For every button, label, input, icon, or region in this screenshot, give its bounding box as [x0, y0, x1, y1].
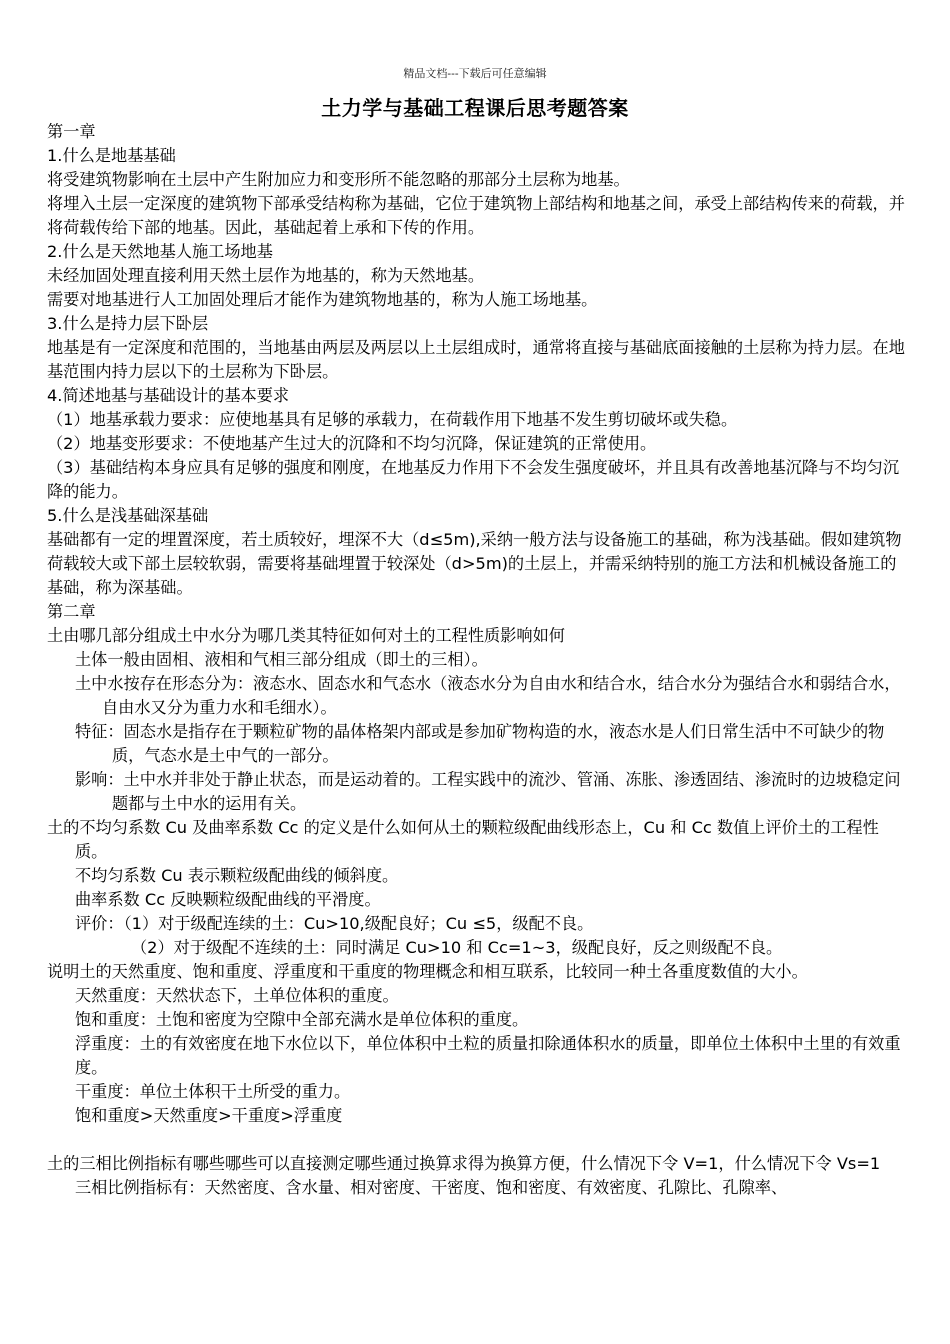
answer-line: 浮重度：土的有效密度在地下水位以下，单位体积中土粒的质量扣除通体积水的质量，即单位土体积中土里的有效重度。: [75, 1034, 901, 1077]
chapter-heading: 第二章: [47, 602, 96, 621]
chapter-heading: 第一章: [47, 122, 96, 141]
paragraph: 基础都有一定的埋置深度，若土质较好，埋深不大（d≤5m),采纳一般方法与设备施工的基础，称为浅基础。假如建筑物荷载较大或下部土层较软弱，需要将基础埋置于较深处（d>5m)的土层上，并需采纳特别的施工方法和机械设备施工的基础，称为深基础。: [47, 530, 902, 597]
answer-line: 天然重度：天然状态下，土单位体积的重度。: [75, 986, 399, 1005]
list-item: （3）基础结构本身应具有足够的强度和刚度，在地基反力作用下不会发生强度破坏，并且具有改善地基沉降与不均匀沉降的能力。: [47, 458, 900, 501]
answer-line: 评价：（1）对于级配连续的土：Cu>10,级配良好；Cu ≤5，级配不良。: [75, 914, 594, 933]
answer-line: 干重度：单位土体积干土所受的重力。: [75, 1082, 351, 1101]
answer-line: 饱和重度：土饱和密度为空隙中全部充满水是单位体积的重度。: [75, 1010, 529, 1029]
answer-line: 饱和重度>天然重度>干重度>浮重度: [75, 1106, 343, 1125]
question-heading: 土由哪几部分组成土中水分为哪几类其特征如何对土的工程性质影响如何: [47, 626, 565, 645]
answer-line: 土中水按存在形态分为：液态水、固态水和气态水（液态水分为自由水和结合水，结合水分为强结合水和弱结合水，自由水又分为重力水和毛细水）。: [75, 674, 901, 717]
question-heading: 4.简述地基与基础设计的基本要求: [47, 386, 290, 405]
list-item: （2）地基变形要求：不使地基产生过大的沉降和不均匀沉降，保证建筑的正常使用。: [47, 434, 657, 453]
question-heading: 5.什么是浅基础深基础: [47, 506, 209, 525]
question-heading: 3.什么是持力层下卧层: [47, 314, 209, 333]
answer-line: 影响：土中水并非处于静止状态，而是运动着的。工程实践中的流沙、管涌、冻胀、渗透固结、渗流时的边坡稳定问题都与土中水的运用有关。: [75, 770, 901, 813]
list-item: （1）地基承载力要求：应使地基具有足够的承载力，在荷载作用下地基不发生剪切破坏或失稳。: [47, 410, 738, 429]
question-heading: 土的三相比例指标有哪些哪些可以直接测定哪些通过换算求得为换算方便，什么情况下令 V=1，什么情况下令 Vs=1: [47, 1154, 881, 1173]
answer-line: 曲率系数 Cc 反映颗粒级配曲线的平滑度。: [75, 890, 381, 909]
document-body: [47, 120, 905, 1200]
answer-line: 特征：固态水是指存在于颗粒矿物的晶体格架内部或是参加矿物构造的水，液态水是人们日常生活中不可缺少的物质，气态水是土中气的一部分。: [75, 722, 885, 765]
paragraph: 将受建筑物影响在土层中产生附加应力和变形所不能忽略的那部分土层称为地基。: [47, 170, 630, 189]
answer-line: 不均匀系数 Cu 表示颗粒级配曲线的倾斜度。: [75, 866, 399, 885]
answer-line: 三相比例指标有：天然密度、含水量、相对密度、干密度、饱和密度、有效密度、孔隙比、孔隙率、: [75, 1178, 788, 1197]
page-header: 精品文档---下载后可任意编辑: [403, 67, 547, 80]
paragraph: 需要对地基进行人工加固处理后才能作为建筑物地基的，称为人施工场地基。: [47, 290, 598, 309]
paragraph: 将埋入土层一定深度的建筑物下部承受结构称为基础，它位于建筑物上部结构和地基之间，承受上部结构传来的荷载，并将荷载传给下部的地基。因此，基础起着上承和下传的作用。: [47, 194, 905, 237]
question-heading: 2.什么是天然地基人施工场地基: [47, 242, 273, 261]
paragraph: 地基是有一定深度和范围的，当地基由两层及两层以上土层组成时，通常将直接与基础底面接触的土层称为持力层。在地基范围内持力层以下的土层称为下卧层。: [47, 338, 905, 381]
question-heading: 说明土的天然重度、饱和重度、浮重度和干重度的物理概念和相互联系，比较同一种土各重度数值的大小。: [47, 962, 808, 981]
answer-line: （2）对于级配不连续的土：同时满足 Cu>10 和 Cc=1~3，级配良好，反之则级配不良。: [131, 938, 783, 957]
paragraph: 未经加固处理直接利用天然土层作为地基的，称为天然地基。: [47, 266, 485, 285]
question-heading: 1.什么是地基基础: [47, 146, 176, 165]
blank-line: [47, 1128, 905, 1152]
question-heading: 土的不均匀系数 Cu 及曲率系数 Cc 的定义是什么如何从土的颗粒级配曲线形态上，Cu 和 Cc 数值上评价土的工程性质。: [47, 818, 879, 861]
document-title: 土力学与基础工程课后思考题答案: [321, 96, 629, 120]
answer-line: 土体一般由固相、液相和气相三部分组成（即土的三相）。: [75, 650, 488, 669]
